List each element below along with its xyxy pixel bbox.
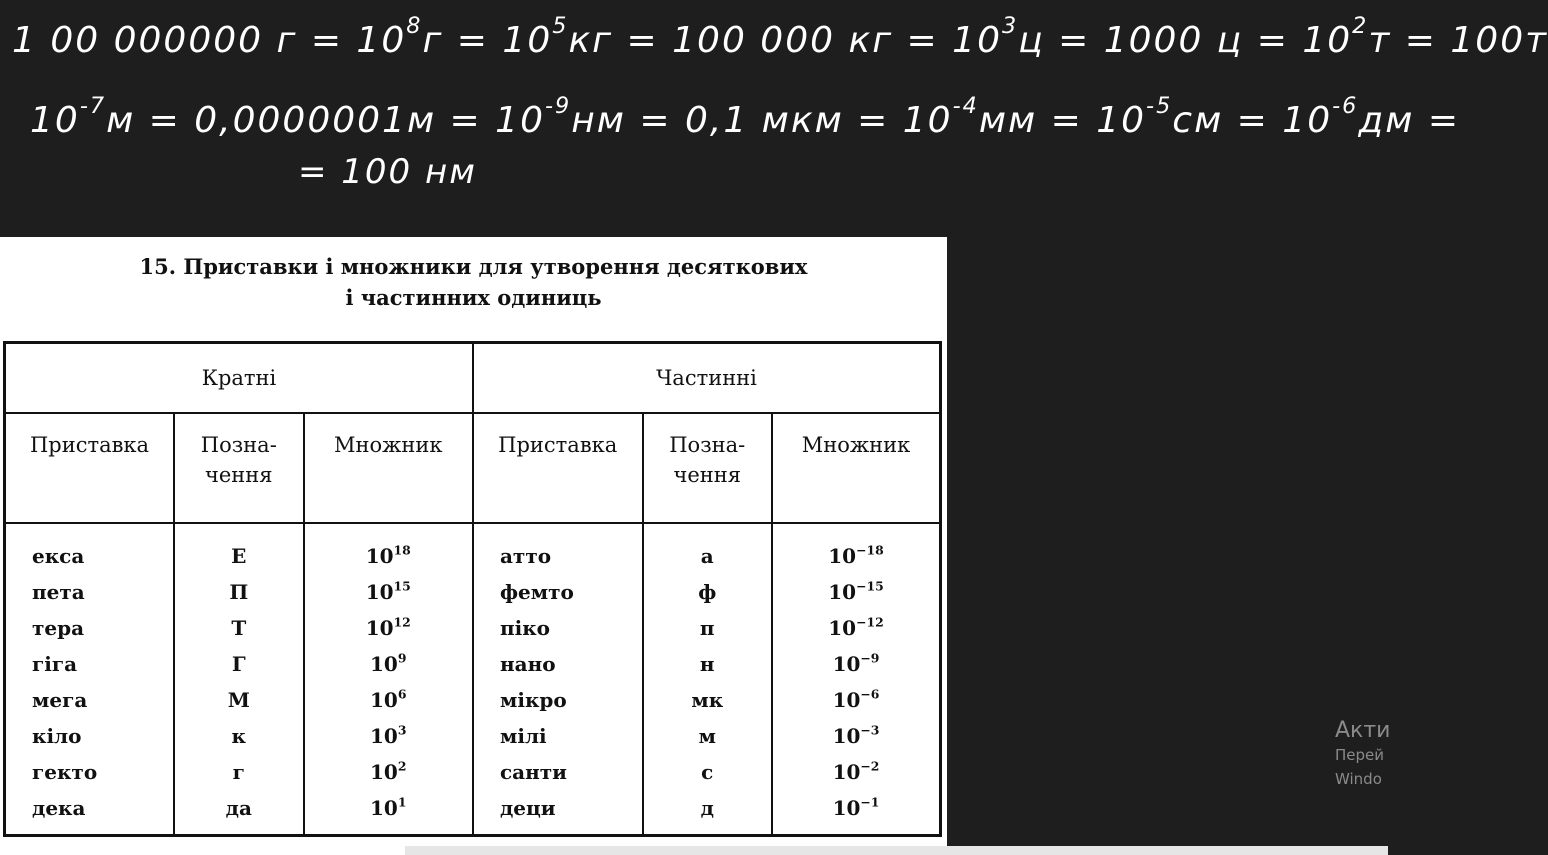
prefix-symbol: П (229, 579, 249, 604)
multiplier-base: 10 (832, 651, 861, 676)
hw2-part: м = 0,0000001м = 10 (106, 100, 545, 141)
prefix-multiplier (773, 610, 939, 646)
prefix-name: пета (32, 579, 85, 604)
table-title (0, 251, 947, 313)
hw1-part: кг = 100 000 кг = 10 (568, 20, 1002, 61)
col-header-symbol-line: чення (673, 462, 742, 487)
col-header-symbol (643, 413, 773, 523)
fractions-symbol-column (643, 523, 773, 836)
prefix-symbol: М (227, 687, 250, 712)
multiples-prefix-column (5, 523, 175, 836)
prefix-multiplier (305, 646, 472, 682)
prefix-symbol: мк (691, 687, 724, 712)
multiplier-exponent: 6 (397, 685, 407, 701)
hw1-exponent: 5 (552, 13, 569, 40)
col-header-prefix: Приставка (5, 413, 175, 523)
multiplier-base: 10 (370, 687, 398, 712)
prefix-symbol: д (700, 795, 714, 820)
multiplier-exponent: 12 (393, 613, 411, 629)
hw1-exponent: 8 (406, 13, 423, 40)
prefix-multiplier (305, 610, 472, 646)
multiplier-base: 10 (828, 615, 857, 640)
hw2-exponent: -5 (1146, 93, 1173, 120)
multiplier-exponent: 18 (393, 541, 411, 557)
prefix-symbol: п (699, 615, 715, 640)
hw1-exponent: 3 (1001, 13, 1019, 40)
hw2-part: дм = (1358, 100, 1460, 141)
group-header-fractions: Частинні (473, 343, 941, 413)
multiplier-base: 10 (832, 687, 861, 712)
prefix-symbol: Е (231, 543, 247, 568)
prefix-name: мега (32, 687, 88, 712)
hw1-exponent: 2 (1352, 13, 1369, 40)
multiplier-base: 10 (828, 579, 857, 604)
col-header-symbol-line: Позна- (669, 432, 746, 457)
prefix-table (3, 341, 942, 837)
hw2-part: нм = 0,1 мкм = 10 (571, 100, 953, 141)
prefix-multiplier (773, 718, 939, 754)
handwritten-length-conversion (30, 93, 1460, 141)
hw2-part: см = 10 (1172, 100, 1333, 141)
prefix-multiplier (773, 754, 939, 790)
watermark-line: Windo (1335, 770, 1382, 788)
hw1-part: т = 100т (1368, 20, 1548, 61)
multiplier-exponent: 2 (397, 757, 407, 773)
prefix-name: нано (499, 651, 556, 676)
multiples-multiplier-column (304, 523, 473, 836)
col-header-prefix: Приставка (473, 413, 643, 523)
multiplier-exponent: −2 (860, 757, 880, 773)
multiples-symbol-column (174, 523, 304, 836)
multiplier-base: 10 (828, 543, 857, 568)
prefix-multiplier (773, 574, 939, 610)
table-title-line: 15. Приставки і множники для утворення десяткових (139, 254, 808, 279)
hw2-exponent: -9 (544, 93, 572, 120)
hw2-part: мм = 10 (978, 100, 1147, 141)
hw1-part: ц = 1000 ц = 10 (1018, 20, 1353, 61)
multiplier-base: 10 (365, 543, 394, 568)
multiplier-exponent: −1 (860, 793, 880, 809)
prefix-symbol: Т (231, 615, 247, 640)
prefix-name: екса (32, 543, 85, 568)
prefix-name: кіло (32, 723, 82, 748)
prefix-multiplier (305, 682, 472, 718)
handwritten-result: = 100 нм (298, 152, 477, 192)
col-header-symbol (174, 413, 304, 523)
prefix-multiplier (305, 538, 472, 574)
handwritten-mass-conversion (12, 13, 1548, 61)
prefix-name: деци (499, 795, 556, 820)
prefix-name: фемто (499, 579, 574, 604)
fractions-prefix-column (473, 523, 643, 836)
prefix-multiplier (305, 574, 472, 610)
prefix-name: гекто (32, 759, 98, 784)
hw2-part: 10 (30, 100, 80, 141)
prefix-multiplier (305, 754, 472, 790)
hw2-exponent: -7 (79, 93, 107, 120)
prefix-multiplier (773, 790, 939, 826)
multiplier-base: 10 (370, 723, 398, 748)
multiplier-base: 10 (370, 795, 398, 820)
prefix-symbol: с (701, 759, 714, 784)
multiplier-exponent: −12 (856, 613, 884, 629)
prefix-multiplier (773, 538, 939, 574)
prefix-name: санти (499, 759, 567, 784)
multiplier-base: 10 (370, 759, 398, 784)
col-header-symbol-line: чення (205, 462, 273, 487)
multiplier-exponent: −18 (856, 541, 884, 557)
prefix-symbol: ф (698, 579, 717, 604)
prefix-multiplier (773, 646, 939, 682)
windows-activation-watermark (1335, 718, 1390, 791)
scanned-table-image (0, 237, 947, 855)
multiplier-exponent: −9 (860, 649, 880, 665)
prefix-symbol: к (231, 723, 246, 748)
multiplier-base: 10 (832, 759, 861, 784)
multiplier-exponent: −6 (860, 685, 880, 701)
watermark-line: Перей (1335, 746, 1385, 764)
multiplier-base: 10 (365, 579, 394, 604)
prefix-symbol: Г (231, 651, 246, 676)
multiplier-exponent: −3 (860, 721, 880, 737)
prefix-symbol: м (698, 723, 716, 748)
watermark-title: Акти (1335, 718, 1391, 743)
multiplier-exponent: 3 (397, 721, 407, 737)
multiplier-exponent: 9 (397, 649, 407, 665)
prefix-multiplier (773, 682, 939, 718)
prefix-name: дека (32, 795, 86, 820)
prefix-multiplier (305, 790, 472, 826)
fractions-multiplier-column (772, 523, 941, 836)
prefix-name: гіга (32, 651, 78, 676)
prefix-name: мікро (499, 687, 567, 712)
prefix-symbol: н (699, 651, 715, 676)
hw1-part: г = 10 (422, 20, 553, 61)
prefix-symbol: да (225, 795, 252, 820)
col-header-symbol-line: Позна- (200, 432, 277, 457)
prefix-symbol: г (232, 759, 245, 784)
prefix-name: піко (499, 615, 550, 640)
prefix-name: атто (499, 543, 552, 568)
table-title-line: і частинних одиниць (345, 285, 602, 310)
hw2-exponent: -4 (952, 93, 979, 120)
multiplier-base: 10 (832, 795, 861, 820)
prefix-name: мілі (499, 723, 547, 748)
hw2-exponent: -6 (1332, 93, 1359, 120)
bottom-strip (405, 846, 1388, 855)
multiplier-exponent: −15 (856, 577, 884, 593)
hw1-part: 1 00 000000 г = 10 (12, 20, 407, 61)
prefix-symbol: а (700, 543, 714, 568)
group-header-multiples: Кратні (5, 343, 473, 413)
prefix-name: тера (32, 615, 85, 640)
multiplier-base: 10 (832, 723, 861, 748)
multiplier-exponent: 15 (393, 577, 411, 593)
prefix-multiplier (305, 718, 472, 754)
col-header-multiplier: Множник (304, 413, 473, 523)
col-header-multiplier: Множник (772, 413, 941, 523)
multiplier-exponent: 1 (397, 793, 407, 809)
multiplier-base: 10 (365, 615, 394, 640)
multiplier-base: 10 (370, 651, 398, 676)
